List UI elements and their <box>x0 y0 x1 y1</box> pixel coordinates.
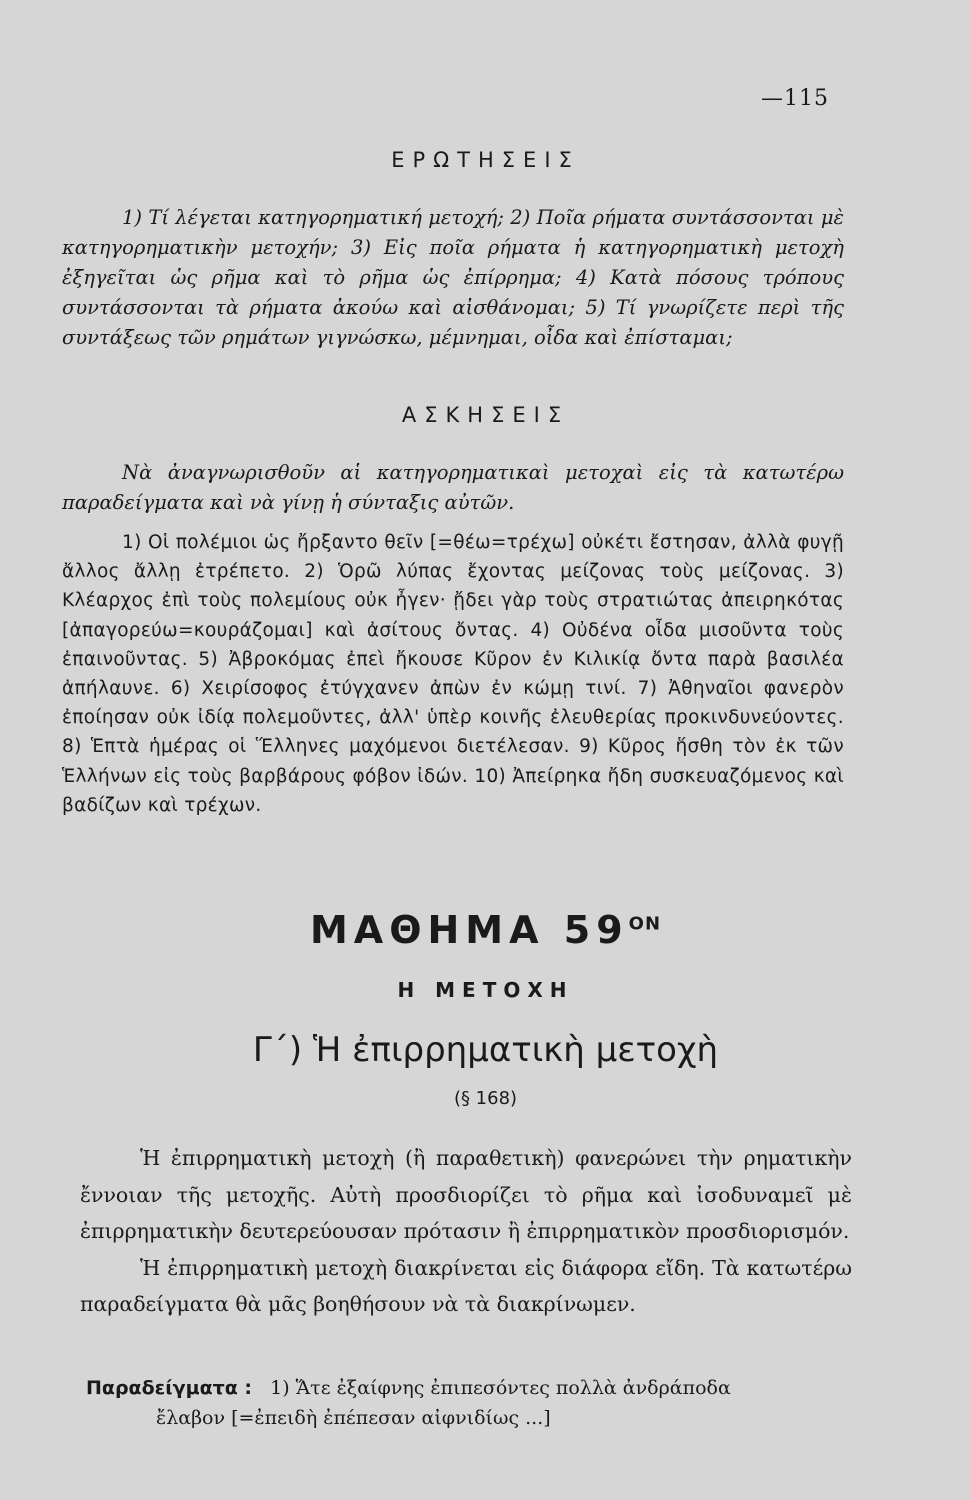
lesson-title-text: ΜΑΘΗΜΑ 59 <box>309 908 629 952</box>
examples-label: Παραδείγματα : <box>86 1377 253 1399</box>
example-line-2: ἔλαβον [=ἐπειδὴ ἐπέπεσαν αἰφνιδίως ...] <box>156 1407 551 1429</box>
section-title: Γ΄) Ἡ ἐπιρρηματικὴ μετοχὴ <box>252 1030 719 1070</box>
exercises-instruction <box>62 458 844 518</box>
section-reference: (§ 168) <box>453 1088 518 1109</box>
lesson-paragraph-1-text: Ἡ ἐπιρρηματικὴ μετοχὴ (ἢ παραθετικὴ) φανερώνει τὴν ρηματικὴν ἔννοιαν τῆς μετοχῆς. Αὐτὴ προσδιορίζει τὸ ρῆμα καὶ ἰσοδυναμεῖ μὲ ἐπιρρηματικὴν δευτερεύουσαν πρότασιν ἢ ἐπιρρηματικὸν προσδιορισμόν. <box>80 1146 852 1243</box>
exercises-body: 1) Οἱ πολέμιοι ὡς ἤρξαντο θεῖν [=θέω=τρέχω] οὐκέτι ἔστησαν, ἀλλὰ φυγῇ ἄλλος ἄλλῃ ἐτρέπετο. 2) Ὁρῶ λύπας ἔχοντας μείζονας τοὺς μείζονας. 3) Κλέαρχος ἐπὶ τοὺς πολεμίους οὐκ ἦγεν· ᾔδει γὰρ τοὺς στρατιώτας ἀπειρηκότας [ἀπαγορεύω=κουράζομαι] καὶ ἀσίτους ὄντας. 4) Οὐδένα οἶδα μισοῦντα τοὺς ἐπαινοῦντας. 5) Ἀβροκόμας ἐπεὶ ἤκουσε Κῦρον ἐν Κιλικίᾳ ὄντα παρὰ βασιλέα ἀπήλαυνε. 6) Χειρίσοφος ἐτύγχανεν ἀπὼν ἐν κώμῃ τινί. 7) Ἀθηναῖοι φανερὸν ἐποίησαν οὐκ ἰδίᾳ πολεμοῦντες, ἀλλ' ὑπὲρ κοινῆς ἐλευθερίας προκινδυνεύοντες. 8) Ἑπτὰ ἡμέρας οἱ Ἕλληνες μαχόμενοι διετέλεσαν. 9) Κῦρος ἥσθη τὸν ἐκ τῶν Ἑλλήνων εἰς τοὺς βαρβάρους φόβον ἰδών. 10) Ἀπείρηκα ἤδη συσκευαζόμενος καὶ βαδίζων καὶ τρέχων. <box>62 532 844 816</box>
exercises-instruction-text: Νὰ ἀναγνωρισθοῦν αἱ κατηγορηματικαὶ μετοχαὶ εἰς τὰ κατωτέρω παραδείγματα καὶ νὰ γίνῃ ἡ σύνταξις αὐτῶν. <box>62 461 844 514</box>
lesson-paragraph-2 <box>80 1250 852 1323</box>
example-line-1 <box>86 1373 856 1403</box>
example-text-1: 1) Ἅτε ἐξαίφνης ἐπιπεσόντες πολλὰ ἀνδράποδα <box>270 1377 731 1399</box>
lesson-paragraph-2-text: Ἡ ἐπιρρηματικὴ μετοχὴ διακρίνεται εἰς διάφορα εἴδη. Τὰ κατωτέρω παραδείγματα θὰ μᾶς βοηθήσουν νὰ τὰ διακρίνωμεν. <box>80 1255 852 1316</box>
lesson-title <box>0 908 971 952</box>
page-number: —115 <box>761 86 829 111</box>
lesson-subtitle: Η ΜΕΤΟΧΗ <box>397 978 574 1002</box>
questions-body: 1) Τί λέγεται κατηγορηματική μετοχή; 2) Ποῖα ρήματα συντάσσονται μὲ κατηγορηματικὴν μετοχήν; 3) Εἰς ποῖα ρήματα ἡ κατηγορηματικὴ μετοχὴ ἐξηγεῖται ὡς ρῆμα καὶ τὸ ρῆμα ὡς ἐπίρρημα; 4) Κατὰ πόσους τρόπους συντάσσονται τὰ ρήματα ἀκούω καὶ αἰσθάνομαι; 5) Τί γνωρίζετε περὶ τῆς συντάξεως τῶν ρημάτων γιγνώσκω, μέμνημαι, οἶδα καὶ ἐπίσταμαι; <box>62 206 844 349</box>
exercises-text <box>62 528 844 820</box>
examples-block <box>86 1373 856 1433</box>
lesson-title-sup: ΟΝ <box>628 913 662 935</box>
exercises-heading: ΑΣΚΗΣΕΙΣ <box>401 403 570 427</box>
lesson-body <box>80 1140 852 1323</box>
questions-heading: ΕΡΩΤΗΣΕΙΣ <box>391 148 580 172</box>
questions-text <box>62 203 844 353</box>
lesson-paragraph-1 <box>80 1140 852 1250</box>
